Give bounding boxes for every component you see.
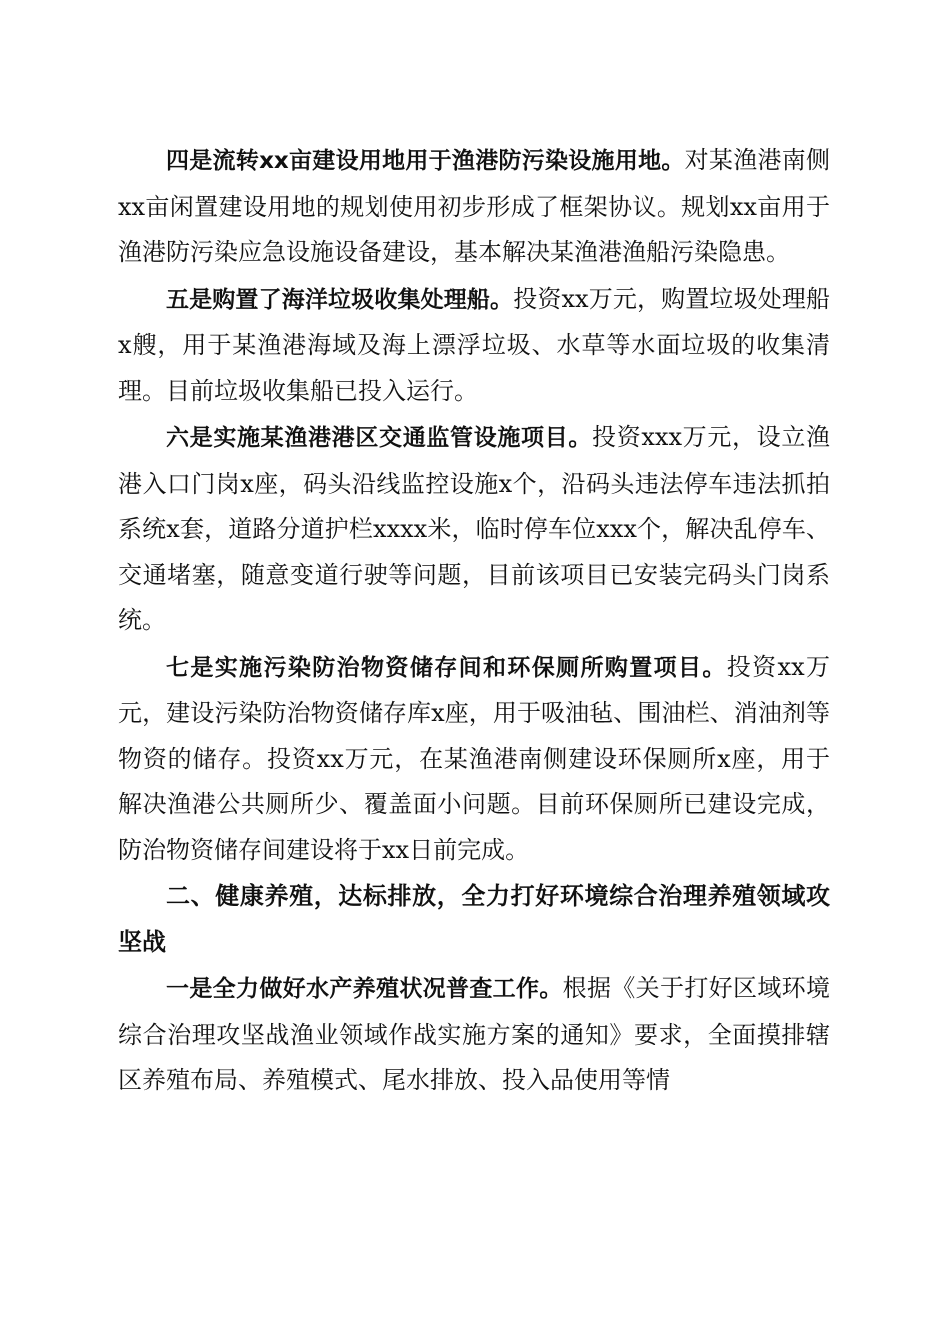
paragraph-item-1	[118, 966, 830, 1104]
paragraph-lead: 六是实施某渔港港区交通监管设施项目。	[166, 425, 593, 451]
document-body	[118, 138, 830, 1105]
paragraph-lead: 四是流转xx亩建设用地用于渔港防污染设施用地。	[166, 148, 685, 174]
paragraph-item-6	[118, 415, 830, 644]
paragraph-lead: 五是购置了海洋垃圾收集处理船。	[166, 286, 514, 313]
paragraph-text: 对某渔港南侧xx亩闲置建设用地的规划使用初步形成了框架协议。规划xx亩用于渔港防污染应急设施设备建设，基本解决某渔港渔船污染隐患。	[118, 146, 831, 266]
paragraph-item-4	[118, 138, 830, 276]
section-heading: 二、健康养殖，达标排放，全力打好环境综合治理养殖领域攻坚战	[118, 882, 830, 956]
paragraph-item-7	[118, 645, 830, 874]
paragraph-lead: 七是实施污染防治物资储存间和环保厕所购置项目。	[166, 654, 727, 681]
paragraph-text: 投资xx万元，购置垃圾处理船x艘，用于某渔港海域及海上漂浮垃圾、水草等水面垃圾的收集清理。目前垃圾收集船已投入运行。	[118, 284, 831, 405]
paragraph-item-5	[118, 277, 830, 415]
paragraph-lead: 一是全力做好水产养殖状况普查工作。	[166, 976, 563, 1002]
paragraph-text: 根据《关于打好区域环境综合治理攻坚战渔业领域作战实施方案的通知》要求，全面摸排辖区养殖布局、养殖模式、尾水排放、投入品使用等情	[118, 974, 831, 1094]
paragraph-text: 投资xxx万元，设立渔港入口门岗x座，码头沿线监控设施x个，沿码头违法停车违法抓拍系统x套，道路分道护栏xxxx米，临时停车位xxx个，解决乱停车、交通堵塞，随意变道行驶等问题，目前该项目已安装完码头门岗系统。	[118, 423, 831, 634]
paragraph-text: 投资xx万元，建设污染防治物资储存库x座，用于吸油毡、围油栏、消油剂等物资的储存。投资xx万元，在某渔港南侧建设环保厕所x座，用于解决渔港公共厕所少、覆盖面小问题。目前环保厕所已建设完成，防治物资储存间建设将于xx日前完成。	[118, 652, 830, 864]
